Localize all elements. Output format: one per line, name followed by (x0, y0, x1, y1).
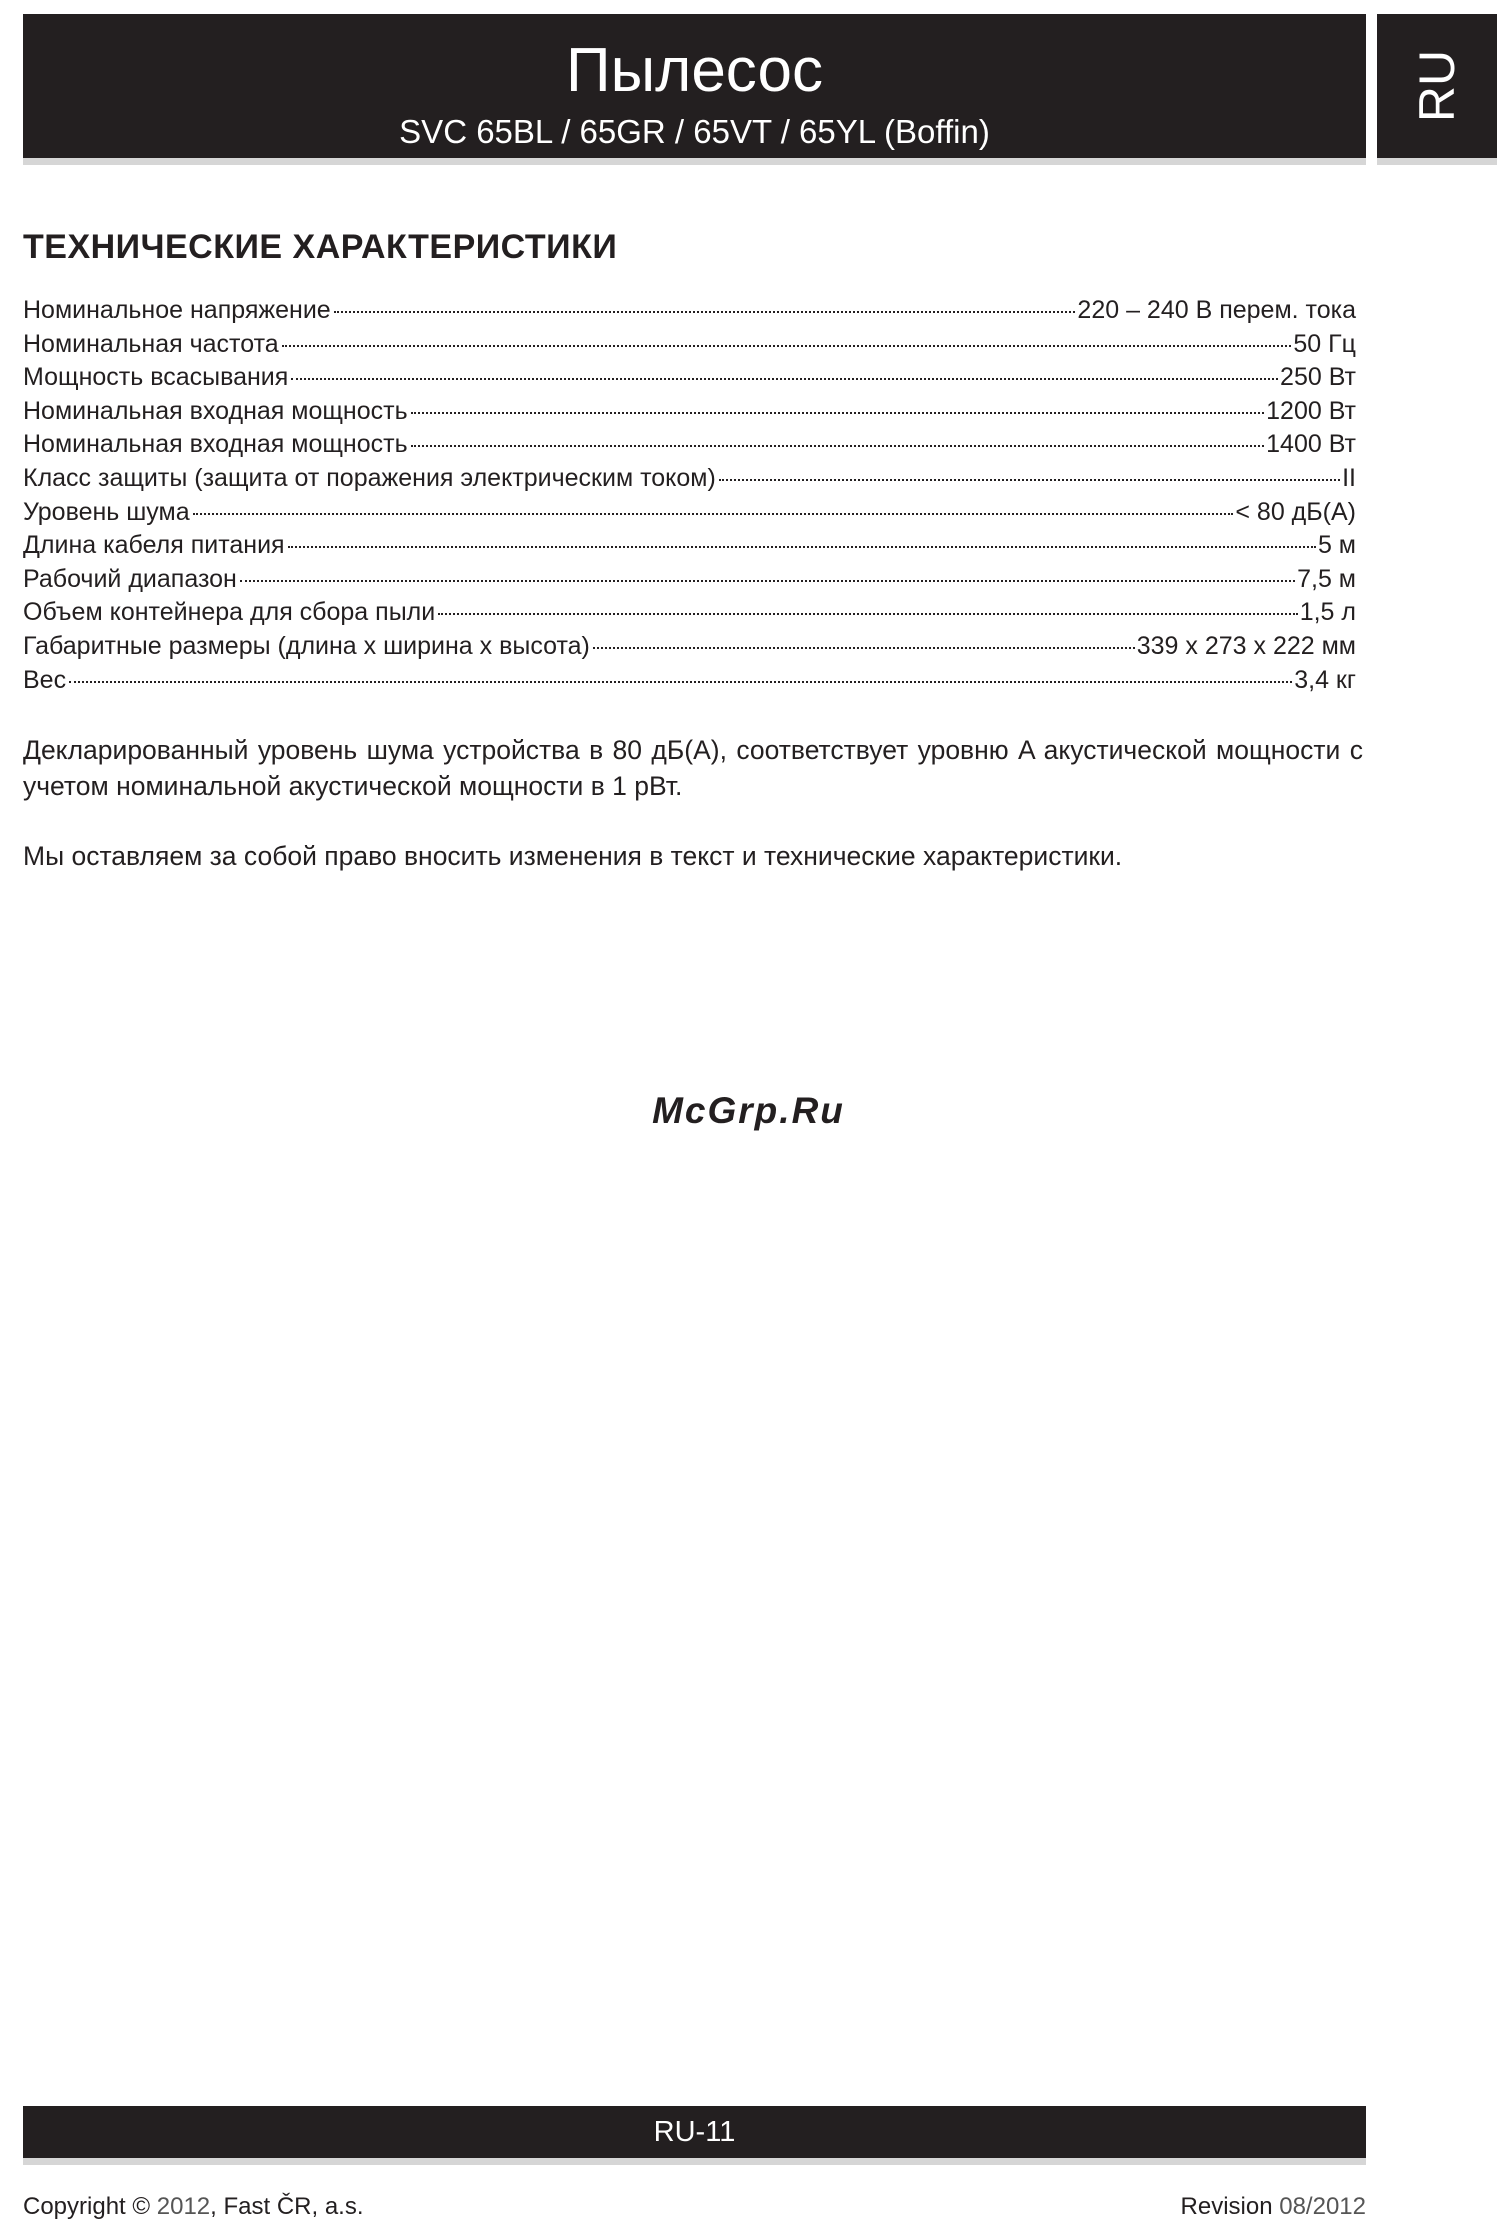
spec-label: Уровень шума (23, 497, 190, 526)
spec-label: Класс защиты (защита от поражения электрическим током) (23, 463, 716, 492)
page-number: RU-11 (653, 2116, 736, 2148)
dot-leader (291, 378, 1278, 380)
spec-list (23, 294, 1356, 697)
spec-label: Габаритные размеры (длина x ширина x высота) (23, 631, 590, 660)
header-bar (23, 14, 1366, 158)
page-title: Пылесос (566, 36, 823, 105)
spec-row (23, 428, 1356, 462)
dot-leader (334, 311, 1076, 313)
spec-row (23, 596, 1356, 630)
watermark: McGrp.Ru (652, 1090, 845, 1131)
dot-leader (288, 546, 1316, 548)
section-title: ТЕХНИЧЕСКИЕ ХАРАКТЕРИСТИКИ (23, 228, 618, 266)
spec-label: Рабочий диапазон (23, 564, 237, 593)
spec-label: Номинальная частота (23, 329, 279, 358)
spec-value: 50 Гц (1293, 329, 1356, 358)
spec-row (23, 462, 1356, 496)
footer-bar (23, 2106, 1366, 2158)
noise-note-paragraph: Декларированный уровень шума устройства в 80 дБ(A), соответствует уровню A акустической мощности с учетом номинальной акустической мощности в 1 pВт. (23, 735, 1363, 801)
spec-row (23, 328, 1356, 362)
copyright-prefix: Copyright © (23, 2193, 151, 2220)
revision (1181, 2193, 1366, 2221)
spec-row (23, 563, 1356, 597)
copyright-company: , Fast ČR, a.s. (210, 2193, 364, 2220)
revision-label: Revision (1180, 2193, 1273, 2220)
spec-value: 5 м (1317, 531, 1356, 560)
rights-note-paragraph: Мы оставляем за собой право вносить изменения в текст и технические характеристики. (23, 841, 1123, 871)
dot-leader (411, 412, 1265, 414)
spec-row (23, 529, 1356, 563)
spec-label: Объем контейнера для сбора пыли (23, 598, 436, 627)
spec-row (23, 294, 1356, 328)
spec-value: 7,5 м (1297, 564, 1356, 593)
spec-row (23, 361, 1356, 395)
spec-label: Мощность всасывания (23, 363, 289, 392)
spec-value: II (1342, 463, 1356, 492)
spec-value: 1,5 л (1299, 598, 1356, 627)
dot-leader (438, 613, 1297, 615)
spec-value: 3,4 кг (1294, 665, 1356, 694)
spec-label: Длина кабеля питания (23, 531, 285, 560)
spec-row (23, 395, 1356, 429)
spec-label: Номинальная входная мощность (23, 396, 408, 425)
spec-label: Номинальная входная мощность (23, 430, 408, 459)
spec-label: Номинальное напряжение (23, 296, 331, 324)
revision-date: 08/2012 (1279, 2193, 1366, 2220)
copyright-year: 2012 (156, 2193, 211, 2220)
spec-value: 1400 Вт (1266, 430, 1356, 459)
dot-leader (719, 479, 1340, 481)
spec-row (23, 664, 1356, 698)
language-tab (1377, 14, 1497, 158)
model-subtitle: SVC 65BL / 65GR / 65VT / 65YL (Boffin) (399, 113, 990, 150)
language-label: RU (1409, 49, 1465, 123)
dot-leader (69, 681, 1292, 683)
spec-value: 1200 Вт (1266, 396, 1356, 425)
spec-label: Вес (23, 665, 67, 694)
spec-value: 220 – 240 В перем. тока (1077, 296, 1356, 324)
dot-leader (240, 580, 1295, 582)
dot-leader (193, 513, 1234, 515)
spec-row (23, 630, 1356, 664)
spec-value: < 80 дБ(A) (1235, 497, 1356, 526)
spec-value: 339 x 273 x 222 мм (1136, 631, 1356, 660)
spec-row (23, 496, 1356, 530)
dot-leader (282, 345, 1292, 347)
dot-leader (593, 647, 1135, 649)
spec-value: 250 Вт (1280, 363, 1356, 392)
copyright (23, 2193, 364, 2221)
dot-leader (411, 445, 1265, 447)
